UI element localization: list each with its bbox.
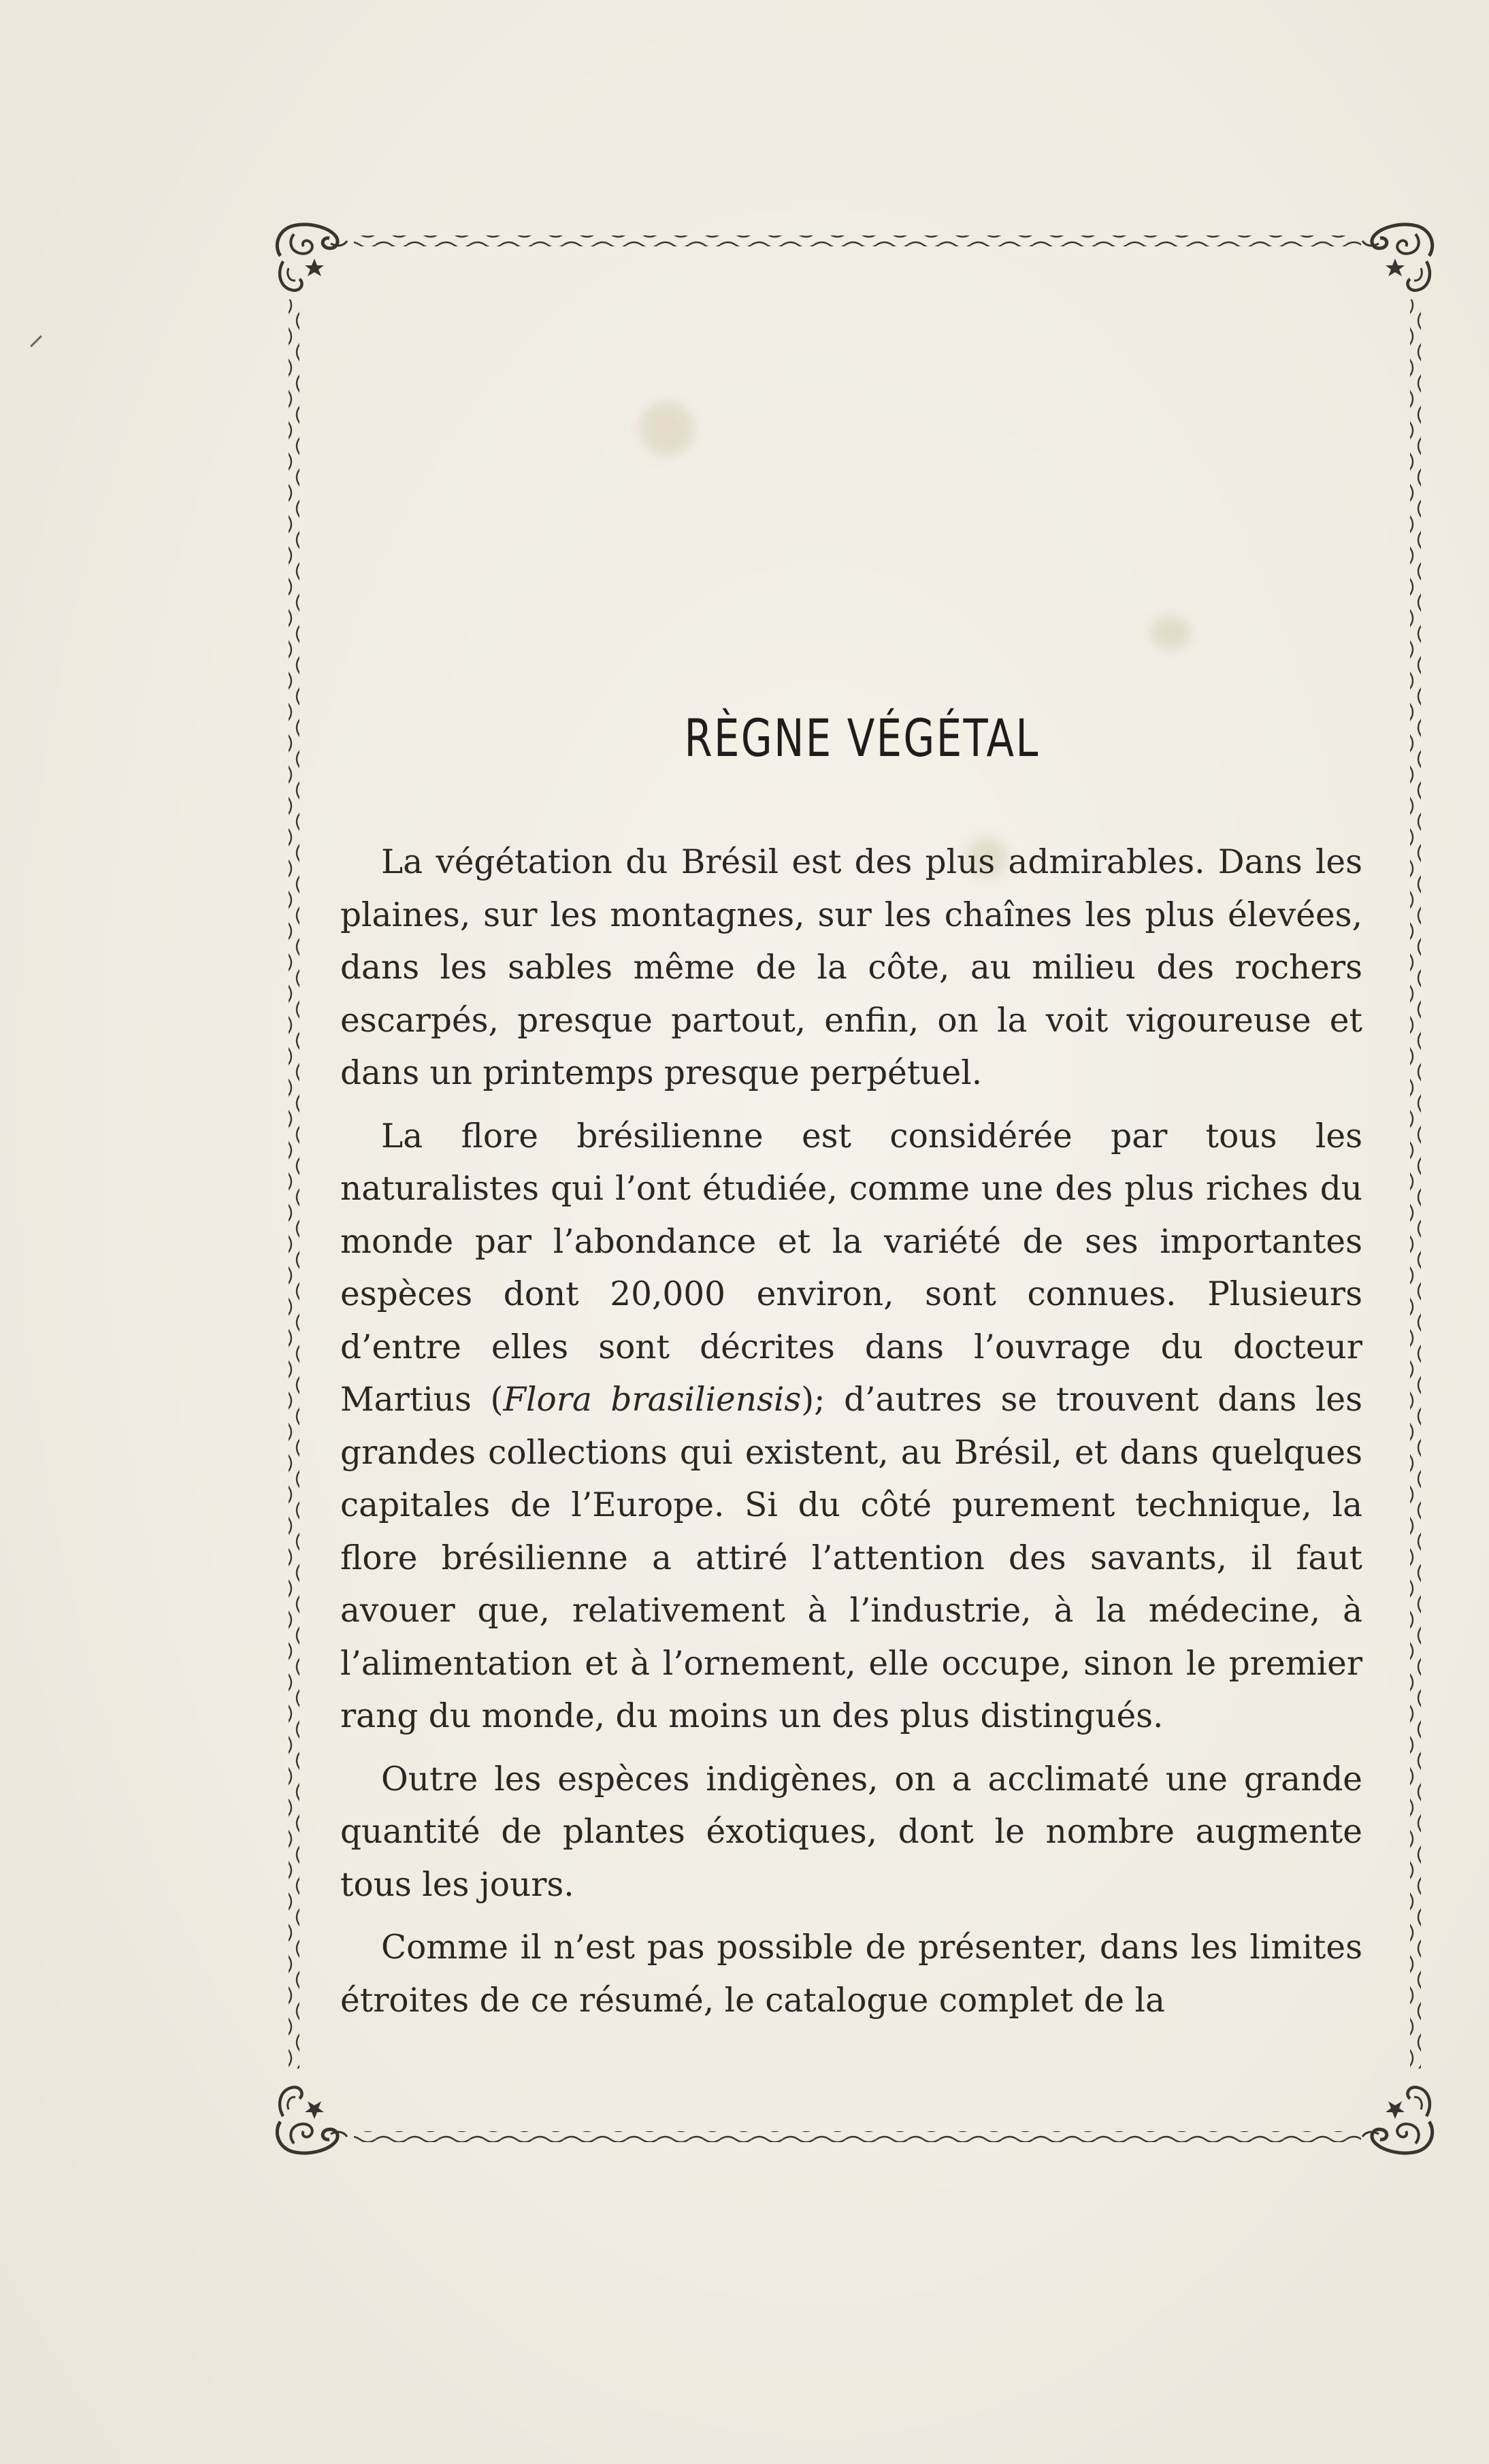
paragraph bbox=[340, 1111, 1362, 1743]
scroll-ornament-icon bbox=[1362, 225, 1433, 291]
right-wavy-rule bbox=[1410, 299, 1421, 2069]
bottom-wavy-rule bbox=[354, 2131, 1361, 2142]
left-wavy-rule bbox=[289, 299, 299, 2069]
paragraph-text: La flore brésilienne est considérée par tous les naturalistes qui l’ont étudiée, comme une des plus riches du monde par l’abondance et la variété de ses importantes espèces dont 20,000 environ, sont connues. Plusieurs d’entre elles sont décrites dans l’ouvrage du docteur Martius ( bbox=[340, 1117, 1362, 1419]
page-text-block bbox=[340, 708, 1362, 2037]
scroll-ornament-icon bbox=[277, 225, 347, 291]
paragraph: La végétation du Brésil est des plus admirables. Dans les plaines, sur les montagnes, sur les chaînes les plus élevées, dans les sables même de la côte, au milieu des rochers escarpés, presque partout, enfin, on la voit vigoureuse et dans un printemps presque perpétuel. bbox=[340, 843, 1362, 1092]
top-wavy-rule bbox=[354, 235, 1361, 246]
paragraph: Outre les espèces indigènes, on a acclimaté une grande quantité de plantes éxotiques, dont le nombre augmente tous les jours. bbox=[340, 1760, 1362, 1904]
page-title: RÈGNE VÉGÉTAL bbox=[684, 708, 1040, 768]
scroll-ornament-icon bbox=[1362, 2087, 1433, 2153]
paragraph-text: ); d’autres se trouvent dans les grandes collections qui existent, au Brésil, et dans quelques capitales de l’Europe. Si du côté purement technique, la flore brésilienne a attiré l’attention des savants, il faut avouer que, relativement à l’industrie, à la médecine, à l’alimentation et à l’ornement, elle occupe, sinon le premier rang du monde, du moins un des plus distingués. bbox=[340, 1381, 1362, 1735]
scroll-ornament-icon bbox=[277, 2087, 347, 2153]
book-title-italic: Flora brasiliensis bbox=[503, 1381, 802, 1419]
paragraph: Comme il n’est pas possible de présenter, dans les limites étroites de ce résumé, le catalogue complet de la bbox=[340, 1928, 1362, 2020]
